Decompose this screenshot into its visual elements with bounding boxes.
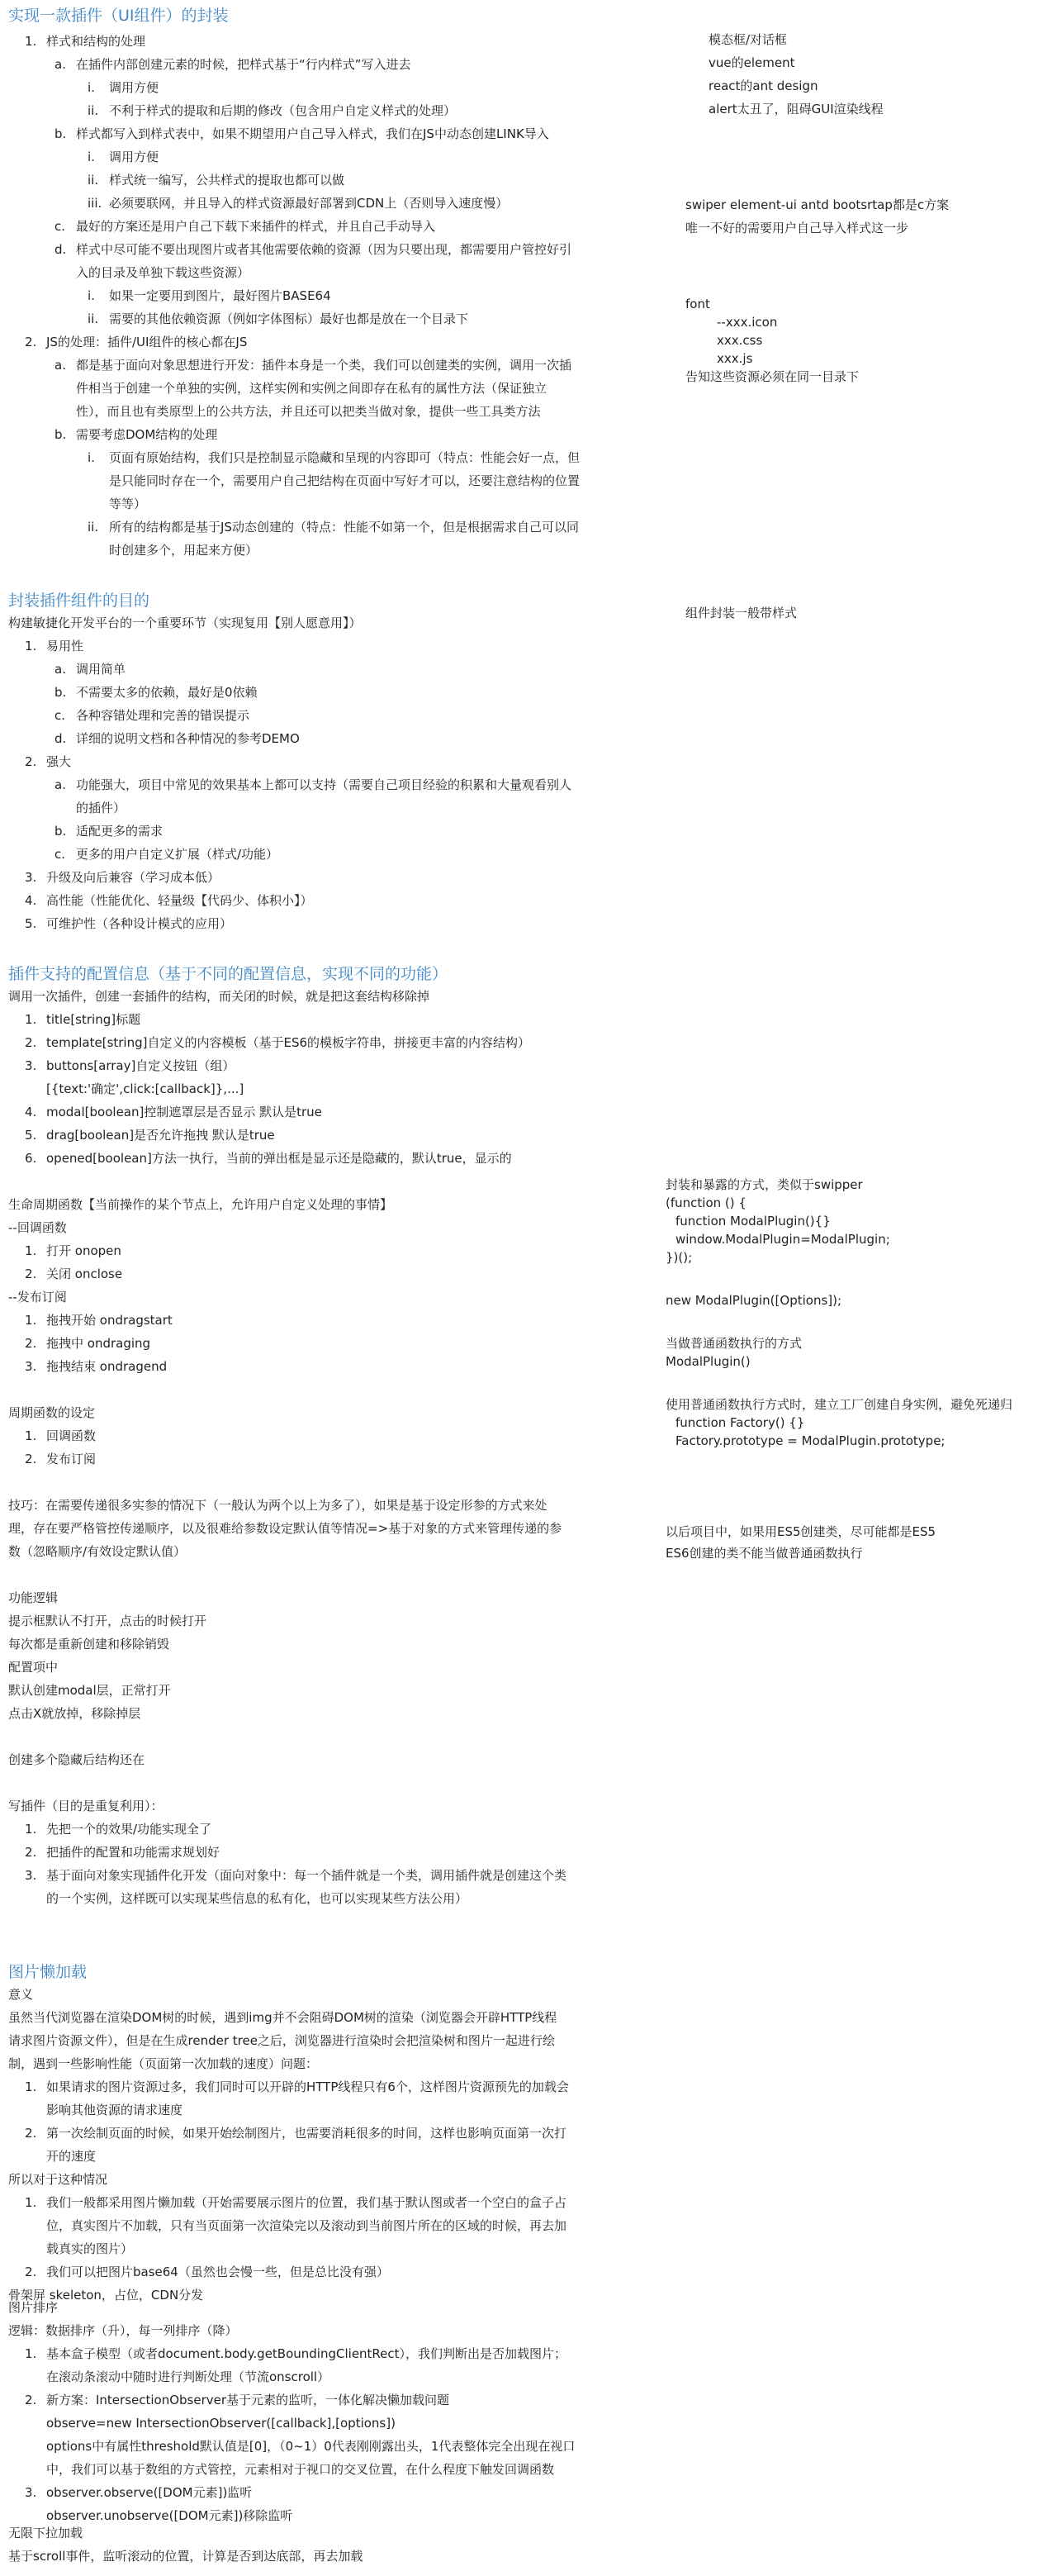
list-item: 3. buttons[array]自定义按钮（组） — [25, 1058, 235, 1073]
list-item-cont: options中有属性threshold默认值是[0]，（0~1）0代表刚刚露出头，1代表整体完全出现在视口 — [46, 2439, 576, 2454]
list-item: 1. 我们一般都采用图片懒加载（开始需要展示图片的位置，我们基于默认图或者一个空白的盒子占 — [25, 2195, 567, 2210]
list-item: 2. 第一次绘制页面的时候，如果开始绘制图片，也需要消耗很多的时间，这样也影响页面第一次打 — [25, 2126, 567, 2141]
paragraph: 制，遇到一些影响性能（页面第一次加载的速度）问题： — [8, 2056, 319, 2071]
side-note: alert太丑了，阻碍GUI渲染线程 — [709, 102, 884, 116]
list-item: d. 样式中尽可能不要出现图片或者其他需要依赖的资源（因为只要出现，都需要用户管控好引 — [55, 242, 572, 257]
paragraph: 无限下拉加载 — [8, 2526, 83, 2540]
code-note: 当做普通函数执行的方式 — [666, 1336, 803, 1351]
section-title-purpose: 封装插件组件的目的 — [8, 592, 150, 610]
list-item: a. 功能强大，项目中常见的效果基本上都可以支持（需要自己项目经验的积累和大量观看别人 — [55, 777, 572, 792]
side-note: 以后项目中，如果用ES5创建类，尽可能都是ES5 — [666, 1524, 936, 1539]
list-item: a. 在插件内部创建元素的时候，把样式基于“行内样式”写入进去 — [55, 57, 411, 72]
side-note: xxx.css — [717, 333, 763, 348]
list-item: ii. 需要的其他依赖资源（例如字体图标）最好也都是放在一个目录下 — [88, 311, 469, 326]
section-title-lazyload: 图片懒加载 — [8, 1963, 88, 1981]
paragraph: 功能逻辑 — [8, 1590, 59, 1605]
list-item: d. 详细的说明文档和各种情况的参考DEMO — [55, 731, 300, 746]
list-item: 4. 高性能（性能优化、轻量级【代码少、体积小】） — [25, 893, 313, 908]
code-note: 封装和暴露的方式，类似于swipper — [666, 1177, 863, 1192]
paragraph: 写插件（目的是重复利用）： — [8, 1799, 164, 1813]
list-item-cont: 入的目录及单独下载这些资源） — [76, 265, 250, 280]
side-note: xxx.js — [717, 351, 753, 366]
list-item: 3. observer.observe([DOM元素])监听 — [25, 2485, 253, 2500]
list-item: 1. 回调函数 — [25, 1428, 97, 1443]
list-item: 1. 样式和结构的处理 — [25, 34, 146, 49]
list-item: b. 需要考虑DOM结构的处理 — [55, 427, 218, 442]
code-note: Factory.prototype = ModalPlugin.prototype; — [675, 1433, 946, 1448]
list-item-cont: 等等） — [109, 497, 147, 511]
paragraph: 默认创建modal层，正常打开 — [8, 1683, 171, 1698]
list-item: i. 调用方便 — [88, 80, 159, 95]
list-item: 1. 基本盒子模型（或者document.body.getBoundingClientRect），我们判断出是否加载图片； — [25, 2346, 567, 2361]
list-item: 4. modal[boolean]控制遮罩层是否显示 默认是true — [25, 1105, 322, 1119]
list-item: b. 样式都写入到样式表中，如果不期望用户自己导入样式，我们在JS中动态创建LINK导入 — [55, 126, 549, 141]
list-item-cont: 件相当于创建一个单独的实例，这样实例和实例之间即存在私有的属性方法（保证独立 — [76, 381, 547, 396]
list-item: 3. 基于面向对象实现插件化开发（面向对象中：每一个插件就是一个类，调用插件就是创建这个类 — [25, 1868, 567, 1883]
code-note: ModalPlugin() — [666, 1354, 751, 1369]
list-item-cont: 在滚动条滚动中随时进行判断处理（节流onscroll） — [46, 2369, 330, 2384]
list-item: b. 适配更多的需求 — [55, 824, 164, 839]
paragraph: 技巧：在需要传递很多实参的情况下（一般认为两个以上为多了），如果是基于设定形参的方式来处 — [8, 1498, 547, 1513]
paragraph: 骨架屏 skeleton，占位，CDN分发 — [8, 2288, 204, 2303]
list-item-cont: observe=new IntersectionObserver([callback],[options]) — [46, 2416, 396, 2431]
list-item: ii. 不利于样式的提取和后期的修改（包含用户自定义样式的处理） — [88, 103, 457, 118]
code-note: })(); — [666, 1250, 693, 1265]
paragraph: 提示框默认不打开，点击的时候打开 — [8, 1614, 207, 1628]
list-item: 2. 拖拽中 ondraging — [25, 1336, 151, 1351]
list-item: a. 都是基于面向对象思想进行开发：插件本身是一个类，我们可以创建类的实例，调用一次插 — [55, 358, 572, 373]
side-note: --xxx.icon — [717, 315, 778, 330]
list-item: c. 各种容错处理和完善的错误提示 — [55, 708, 250, 723]
paragraph: 配置项中 — [8, 1660, 59, 1675]
list-item: 3. 升级及向后兼容（学习成本低） — [25, 870, 220, 885]
list-item: a. 调用简单 — [55, 662, 126, 677]
list-item: 2. 把插件的配置和功能需求规划好 — [25, 1845, 220, 1860]
list-item: 2. JS的处理：插件/UI组件的核心都在JS — [25, 335, 248, 349]
list-item: ii. 样式统一编写，公共样式的提取也都可以做 — [88, 173, 345, 188]
paragraph: 构建敏捷化开发平台的一个重要环节（实现复用【别人愿意用】） — [8, 615, 362, 630]
code-note: (function () { — [666, 1195, 747, 1210]
list-item: ii. 所有的结构都是基于JS动态创建的（特点：性能不如第一个，但是根据需求自己可以同 — [88, 520, 579, 535]
list-item: c. 更多的用户自定义扩展（样式/功能） — [55, 847, 279, 862]
code-note: 使用普通函数执行方式时，建立工厂创建自身实例，避免死递归 — [666, 1397, 1013, 1412]
list-item-cont: 的插件） — [76, 801, 126, 815]
list-item: 1. 打开 onopen — [25, 1243, 121, 1258]
list-item-cont: 时创建多个，用起来方便） — [109, 543, 258, 558]
paragraph: 请求图片资源文件），但是在生成render tree之后，浏览器进行渲染时会把渲染树和图片一起进行绘 — [8, 2033, 555, 2048]
side-note: 唯一不好的需要用户自己导入样式这一步 — [685, 221, 909, 235]
list-item-cont: 性），而且也有类原型上的公共方法，并且还可以把类当做对象，提供一些工具类方法 — [76, 404, 541, 419]
paragraph: 点击X就放掉，移除掉层 — [8, 1706, 141, 1721]
paragraph: 调用一次插件，创建一套插件的结构，而关闭的时候，就是把这套结构移除掉 — [8, 989, 430, 1004]
list-item: 2. 强大 — [25, 754, 72, 769]
list-item: 3. 拖拽结束 ondragend — [25, 1359, 168, 1374]
paragraph: --回调函数 — [8, 1220, 67, 1235]
side-note: 组件封装一般带样式 — [685, 606, 798, 620]
list-item: 5. drag[boolean]是否允许拖拽 默认是true — [25, 1128, 275, 1143]
side-note: react的ant design — [709, 78, 818, 93]
side-note: vue的element — [709, 55, 795, 70]
paragraph: --发布订阅 — [8, 1290, 67, 1305]
list-item-cont: 载真实的图片） — [46, 2241, 134, 2256]
list-item: b. 不需要太多的依赖，最好是0依赖 — [55, 685, 258, 700]
list-item-cont: 中，我们可以基于数组的方式管控，元素相对于视口的交叉位置，在什么程度下触发回调函数 — [46, 2462, 555, 2477]
code-note: window.ModalPlugin=ModalPlugin; — [675, 1232, 890, 1247]
side-note: swiper element-ui antd bootsrtap都是c方案 — [685, 197, 950, 212]
section-title-plugin-packaging: 实现一款插件（UI组件）的封装 — [8, 7, 229, 25]
code-note: function ModalPlugin(){} — [675, 1214, 831, 1229]
list-item: 2. 新方案：IntersectionObserver基于元素的监听，一体化解决懒加载问题 — [25, 2393, 450, 2407]
paragraph: 意义 — [8, 1987, 34, 2002]
list-item: 1. 易用性 — [25, 639, 84, 654]
list-item-cont: 位，真实图片不加载，只有当页面第一次渲染完以及滚动到当前图片所在的区域的时候，再去加 — [46, 2218, 567, 2233]
paragraph: 所以对于这种情况 — [8, 2172, 108, 2187]
paragraph: 周期函数的设定 — [8, 1405, 96, 1420]
paragraph: 图片排序 — [8, 2300, 59, 2315]
list-item: 1. title[string]标题 — [25, 1012, 141, 1027]
list-item-cont: [{text:'确定',click:[callback]},...] — [46, 1081, 244, 1096]
list-item: 2. 关闭 onclose — [25, 1267, 123, 1281]
paragraph: 生命周期函数【当前操作的某个节点上，允许用户自定义处理的事情】 — [8, 1197, 393, 1212]
section-title-config: 插件支持的配置信息（基于不同的配置信息，实现不同的功能） — [8, 965, 448, 983]
list-item: 2. template[string]自定义的内容模板（基于ES6的模板字符串，拼接更丰富的内容结构） — [25, 1035, 531, 1050]
paragraph: 基于scroll事件，监听滚动的位置，计算是否到达底部，再去加载 — [8, 2549, 363, 2564]
list-item: 5. 可维护性（各种设计模式的应用） — [25, 916, 233, 931]
list-item-cont: observer.unobserve([DOM元素])移除监听 — [46, 2508, 293, 2523]
list-item: i. 页面有原始结构，我们只是控制显示隐藏和呈现的内容即可（特点：性能会好一点，但 — [88, 450, 581, 465]
code-note: new ModalPlugin([Options]); — [666, 1293, 842, 1308]
list-item: 1. 拖拽开始 ondragstart — [25, 1313, 173, 1328]
list-item-cont: 是只能同时存在一个，需要用户自己把结构在页面中写好才可以，还要注意结构的位置 — [109, 473, 581, 488]
side-note: 告知这些资源必须在同一目录下 — [685, 369, 860, 384]
list-item: 1. 如果请求的图片资源过多，我们同时可以开辟的HTTP线程只有6个，这样图片资源预先的加载会 — [25, 2079, 569, 2094]
list-item-cont: 的一个实例，这样既可以实现某些信息的私有化，也可以实现某些方法公用） — [46, 1891, 468, 1906]
list-item: i. 调用方便 — [88, 150, 159, 164]
list-item: iii. 必须要联网，并且导入的样式资源最好部署到CDN上（否则导入速度慢） — [88, 196, 509, 211]
list-item: 1. 先把一个的效果/功能实现全了 — [25, 1822, 212, 1837]
list-item: c. 最好的方案还是用户自己下载下来插件的样式，并且自己手动导入 — [55, 219, 436, 234]
list-item-cont: 开的速度 — [46, 2149, 97, 2164]
side-note: 模态框/对话框 — [709, 32, 788, 47]
list-item: 2. 我们可以把图片base64（虽然也会慢一些，但是总比没有强） — [25, 2265, 389, 2279]
paragraph: 理，存在要严格管控传递顺序，以及很难给参数设定默认值等情况=>基于对象的方式来管理传递的参 — [8, 1521, 562, 1536]
paragraph: 虽然当代浏览器在渲染DOM树的时候，遇到img并不会阻碍DOM树的渲染（浏览器会开辟HTTP线程 — [8, 2010, 557, 2025]
paragraph: 数（忽略顺序/有效设定默认值） — [8, 1544, 187, 1559]
list-item-cont: 影响其他资源的请求速度 — [46, 2103, 183, 2117]
list-item: 2. 发布订阅 — [25, 1452, 97, 1466]
list-item: i. 如果一定要用到图片，最好图片BASE64 — [88, 288, 331, 303]
paragraph: 创建多个隐藏后结构还在 — [8, 1752, 145, 1767]
paragraph: 逻辑：数据排序（升），每一列排序（降） — [8, 2323, 238, 2338]
list-item: 6. opened[boolean]方法一执行，当前的弹出框是显示还是隐藏的，默认true，显示的 — [25, 1151, 512, 1166]
side-note: font — [685, 297, 710, 311]
side-note: ES6创建的类不能当做普通函数执行 — [666, 1546, 863, 1561]
paragraph: 每次都是重新创建和移除销毁 — [8, 1637, 170, 1652]
code-note: function Factory() {} — [675, 1415, 805, 1430]
